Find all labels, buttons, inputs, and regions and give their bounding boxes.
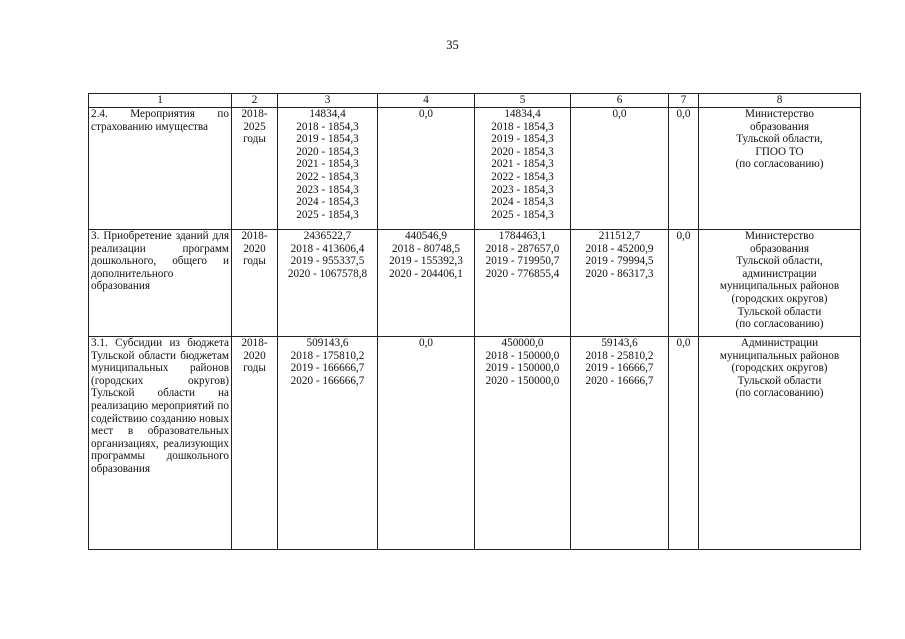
cell-line: 0,0 [676,337,691,349]
cell-line: 2020 - 1067578,8 [287,267,368,280]
page-number: 35 [446,38,459,52]
period-cell [232,337,278,550]
cell-line: 2024 - 1854,3 [491,196,554,209]
cell-line: 2021 - 1854,3 [491,158,554,171]
cell-line: муниципальных районов [719,349,840,362]
cell-line: годы [243,362,266,375]
cell-line: 2025 - 1854,3 [296,208,359,221]
cell-line: Тульской области, [736,133,823,146]
cell-line: 2023 - 1854,3 [296,183,359,196]
cell-line: 2018 - 45200,9 [585,242,654,255]
cell-line: 2018 - 1854,3 [296,120,359,133]
regional-budget-cell [475,230,571,337]
cell-line: 2018- [241,230,268,242]
cell-line: 0,0 [419,108,433,120]
cell-line: 2019 - 150000,0 [485,362,560,375]
cell-line: 2020 - 1854,3 [491,145,554,158]
cell-line: 2019 - 155392,3 [389,255,463,268]
total-funding-cell [278,108,378,230]
cell-line: 2018 - 413606,4 [290,242,365,255]
cell-line: 2022 - 1854,3 [491,170,554,183]
federal-budget-cell [378,108,475,230]
cell-line: 2018 - 1854,3 [491,120,554,133]
cell-line: 2023 - 1854,3 [491,183,554,196]
cell-line: 2018 - 25810,2 [585,349,654,362]
cell-line: (по согласованию) [735,158,824,171]
cell-line: 2024 - 1854,3 [296,196,359,209]
cell-line: (городских округов) [731,292,828,305]
cell-line: 2018- [241,337,268,349]
table-row [89,230,861,337]
cell-line: 2020 - 166666,7 [290,374,365,387]
cell-line: Министерство [745,230,814,242]
cell-line: образования [749,120,809,133]
cell-line: 2436522,7 [303,230,352,242]
cell-line: муниципальных районов [719,280,840,293]
extrabudget-cell [669,108,699,230]
cell-line: 2025 [243,120,266,133]
column-header: 8 [699,94,861,108]
cell-line: 2020 - 204406,1 [389,267,463,280]
cell-line: 450000,0 [501,337,544,349]
table-row [89,337,861,550]
activity-name-cell: 3.1. Субсидии из бюджета Тульской области бюджетам муниципальных районов (городских округов) Тульской области на реализацию мероприятий по содействию созданию новых мест в образовательных организациях, реализующих программы дошкольного образования [89,337,232,550]
cell-line: 2021 - 1854,3 [296,158,359,171]
column-header: 5 [475,94,571,108]
period-cell [232,108,278,230]
cell-line: 2020 [243,349,266,362]
cell-line: администрации [742,267,817,280]
municipal-budget-cell [571,230,669,337]
federal-budget-cell [378,337,475,550]
total-funding-cell [278,230,378,337]
cell-line: (городских округов) [731,362,828,375]
cell-line: 2018 - 175810,2 [290,349,365,362]
column-header: 2 [232,94,278,108]
activity-name-cell: 3. Приобретение зданий для реализации программ дошкольного, общего и дополнительного образования [89,230,232,337]
responsible-executor-cell [699,108,861,230]
total-funding-cell [278,337,378,550]
cell-line: 59143,6 [601,337,638,349]
cell-line: 2020 - 1854,3 [296,145,359,158]
column-header: 6 [571,94,669,108]
cell-line: 0,0 [419,337,433,349]
column-header: 4 [378,94,475,108]
regional-budget-cell [475,108,571,230]
cell-line: 2018 - 287657,0 [485,242,560,255]
responsible-executor-cell [699,337,861,550]
cell-line: годы [243,255,266,268]
cell-line: Тульской области, [736,255,823,268]
cell-line: 0,0 [612,108,627,120]
cell-line: 2020 - 86317,3 [585,267,654,280]
cell-line: 2019 - 719950,7 [485,255,560,268]
cell-line: 2019 - 1854,3 [296,133,359,146]
cell-line: 211512,7 [598,230,641,242]
cell-line: 2019 - 955337,5 [290,255,365,268]
cell-line: годы [243,133,266,146]
cell-line: 2020 [243,242,266,255]
regional-budget-cell [475,337,571,550]
cell-line: 2019 - 166666,7 [290,362,365,375]
cell-line: (по согласованию) [735,387,824,400]
responsible-executor-cell [699,230,861,337]
cell-line: Администрации [740,337,819,349]
measures-table [88,93,861,550]
cell-line: 2020 - 150000,0 [485,374,560,387]
column-header: 7 [669,94,699,108]
cell-line: 2020 - 776855,4 [485,267,560,280]
cell-line: 0,0 [676,108,691,120]
cell-line: 2019 - 79994,5 [585,255,654,268]
cell-line: 1784463,1 [498,230,547,242]
cell-line: 0,0 [676,230,691,242]
cell-line: Тульской области [737,374,822,387]
cell-line: ГПОО ТО [755,145,804,158]
activity-name-cell: 2.4. Мероприятия по страхованию имущества [89,108,232,230]
column-header: 3 [278,94,378,108]
cell-line: 2018 - 150000,0 [485,349,560,362]
cell-line: 440546,9 [405,230,447,242]
table-row [89,108,861,230]
cell-line: 14834,4 [504,108,541,120]
column-header: 1 [89,94,232,108]
cell-line: 509143,6 [306,337,349,349]
federal-budget-cell [378,230,475,337]
cell-line: Тульской области [737,305,822,318]
municipal-budget-cell [571,337,669,550]
period-cell [232,230,278,337]
cell-line: 2019 - 16666,7 [585,362,654,375]
cell-line: (по согласованию) [735,318,824,331]
header-row [89,94,861,108]
cell-line: 2020 - 16666,7 [585,374,654,387]
cell-line: 2019 - 1854,3 [491,133,554,146]
cell-line: 2025 - 1854,3 [491,208,554,221]
cell-line: образования [749,242,809,255]
extrabudget-cell [669,337,699,550]
cell-line: 2022 - 1854,3 [296,170,359,183]
cell-line: 2018- [241,108,268,120]
cell-line: Министерство [745,108,814,120]
municipal-budget-cell [571,108,669,230]
cell-line: 2018 - 80748,5 [391,242,461,255]
extrabudget-cell [669,230,699,337]
cell-line: 14834,4 [309,108,346,120]
